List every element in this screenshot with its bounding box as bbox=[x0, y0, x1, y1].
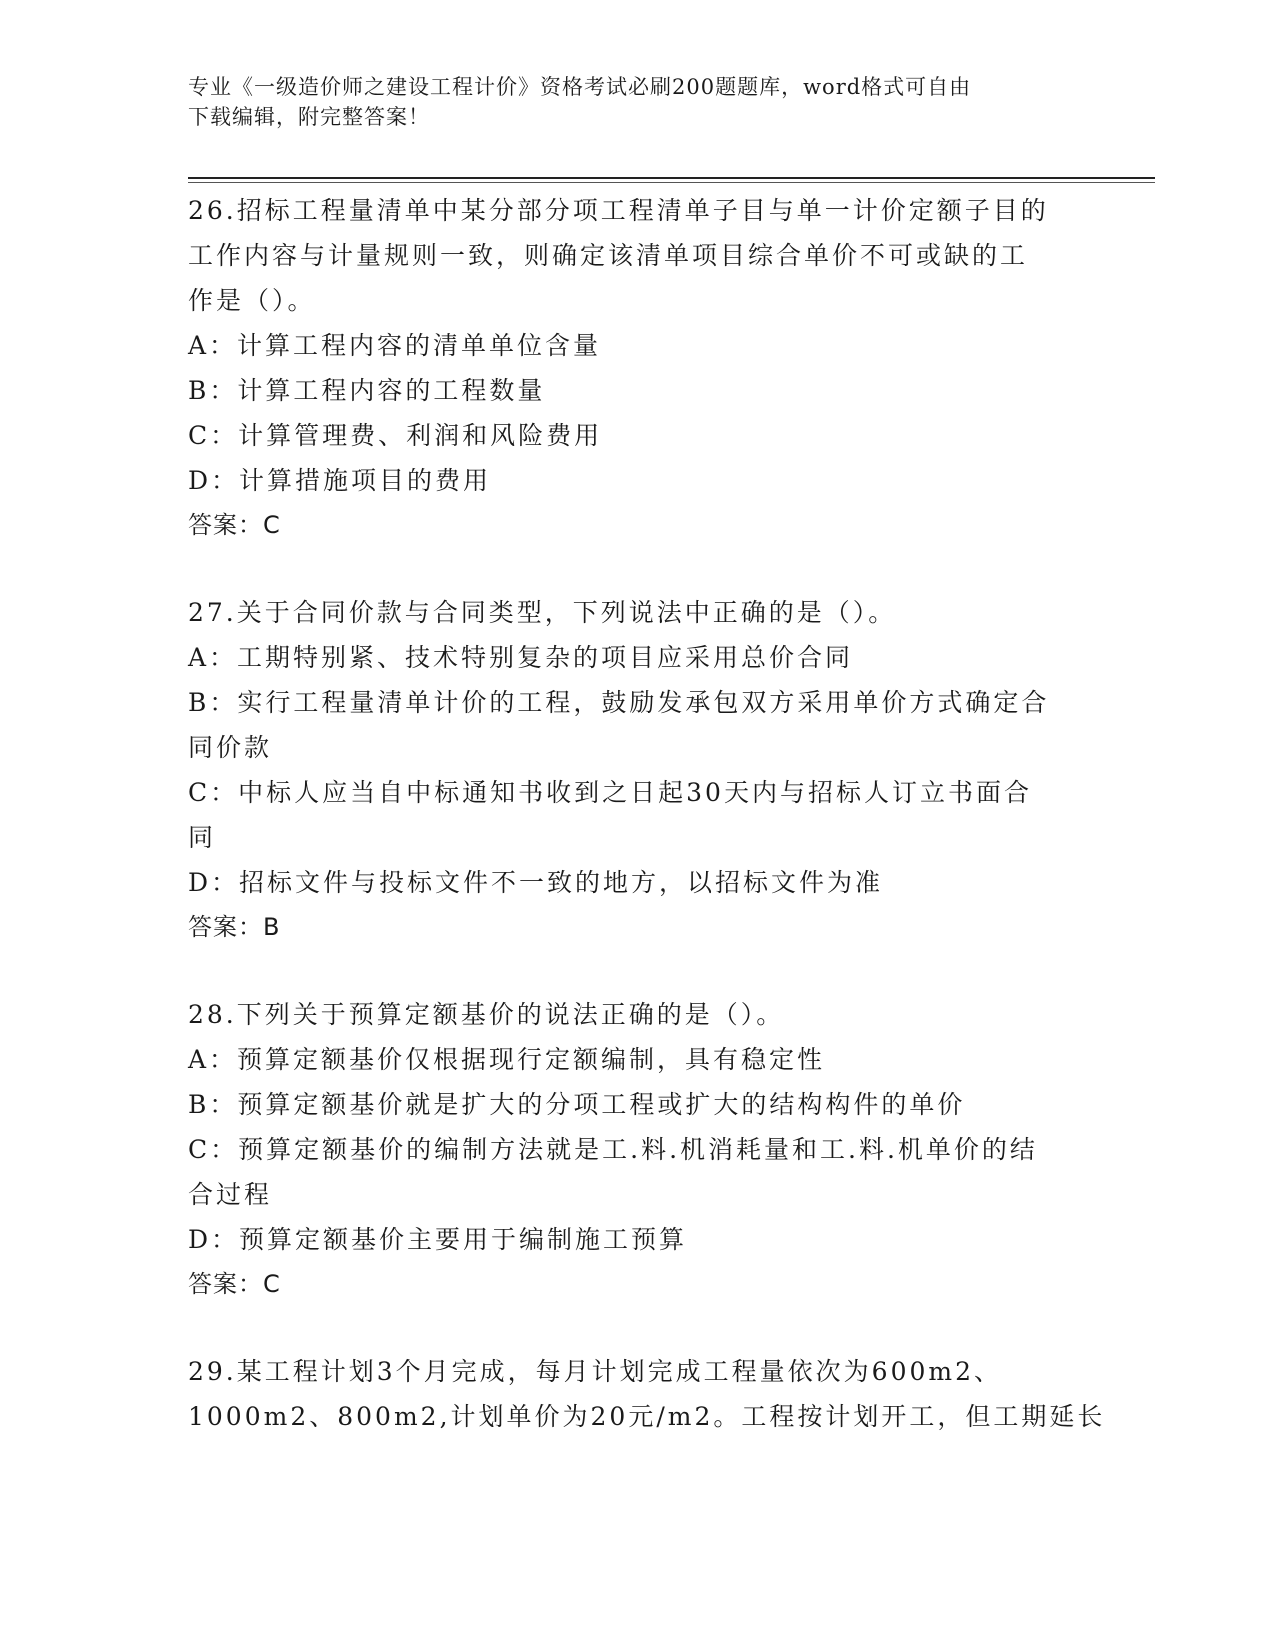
answer-option-line: 合过程 bbox=[188, 1180, 273, 1209]
answer-option-line: D：预算定额基价主要用于编制施工预算 bbox=[188, 1225, 688, 1254]
question-stem-line: 27.关于合同价款与合同类型，下列说法中正确的是（）。 bbox=[188, 598, 897, 627]
answer-option-line: D：计算措施项目的费用 bbox=[188, 466, 492, 495]
question-spacer bbox=[188, 548, 1088, 590]
answer-option-line: A：工期特别紧、技术特别复杂的项目应采用总价合同 bbox=[188, 643, 854, 672]
header-divider bbox=[188, 177, 1155, 179]
question-list bbox=[188, 188, 1106, 1439]
answer-key: 答案：C bbox=[188, 1270, 281, 1298]
question-stem-line: 28.下列关于预算定额基价的说法正确的是（）。 bbox=[188, 1000, 785, 1029]
question-block bbox=[188, 590, 1088, 950]
question-block bbox=[188, 188, 1088, 548]
answer-option-line: B：预算定额基价就是扩大的分项工程或扩大的结构构件的单价 bbox=[188, 1090, 966, 1119]
answer-key: 答案：B bbox=[188, 913, 281, 941]
question-spacer bbox=[188, 1307, 1088, 1349]
answer-option-line: B：实行工程量清单计价的工程，鼓励发承包双方采用单价方式确定合 bbox=[188, 688, 1050, 717]
question-stem-line: 1000m2、800m2,计划单价为20元/m2。工程按计划开工，但工期延长 bbox=[188, 1402, 1106, 1431]
answer-option-line: C：中标人应当自中标通知书收到之日起30天内与招标人订立书面合 bbox=[188, 778, 1032, 807]
question-block bbox=[188, 992, 1088, 1307]
answer-option-line: C：计算管理费、利润和风险费用 bbox=[188, 421, 603, 450]
answer-option-line: B：计算工程内容的工程数量 bbox=[188, 376, 546, 405]
question-stem-line: 作是（）。 bbox=[188, 286, 316, 315]
header-divider-thin bbox=[188, 182, 1155, 183]
question-spacer bbox=[188, 950, 1088, 992]
answer-option-line: D：招标文件与投标文件不一致的地方，以招标文件为准 bbox=[188, 868, 884, 897]
answer-option-line: C：预算定额基价的编制方法就是工.料.机消耗量和工.料.机单价的结 bbox=[188, 1135, 1038, 1164]
document-header bbox=[188, 72, 1068, 132]
answer-option-line: 同价款 bbox=[188, 733, 273, 762]
answer-option-line: A：计算工程内容的清单单位含量 bbox=[188, 331, 602, 360]
header-line-1: 专业《一级造价师之建设工程计价》资格考试必刷200题题库，word格式可自由 bbox=[188, 75, 972, 99]
header-line-2: 下载编辑，附完整答案！ bbox=[188, 105, 430, 129]
answer-option-line: 同 bbox=[188, 823, 217, 852]
question-block bbox=[188, 1349, 1106, 1439]
answer-option-line: A：预算定额基价仅根据现行定额编制，具有稳定性 bbox=[188, 1045, 826, 1074]
answer-key: 答案：C bbox=[188, 511, 281, 539]
question-stem-line: 29.某工程计划3个月完成，每月计划完成工程量依次为600m2、 bbox=[188, 1357, 1002, 1386]
question-stem-line: 26.招标工程量清单中某分部分项工程清单子目与单一计价定额子目的 bbox=[188, 196, 1049, 225]
question-stem-line: 工作内容与计量规则一致，则确定该清单项目综合单价不可或缺的工 bbox=[188, 241, 1029, 270]
